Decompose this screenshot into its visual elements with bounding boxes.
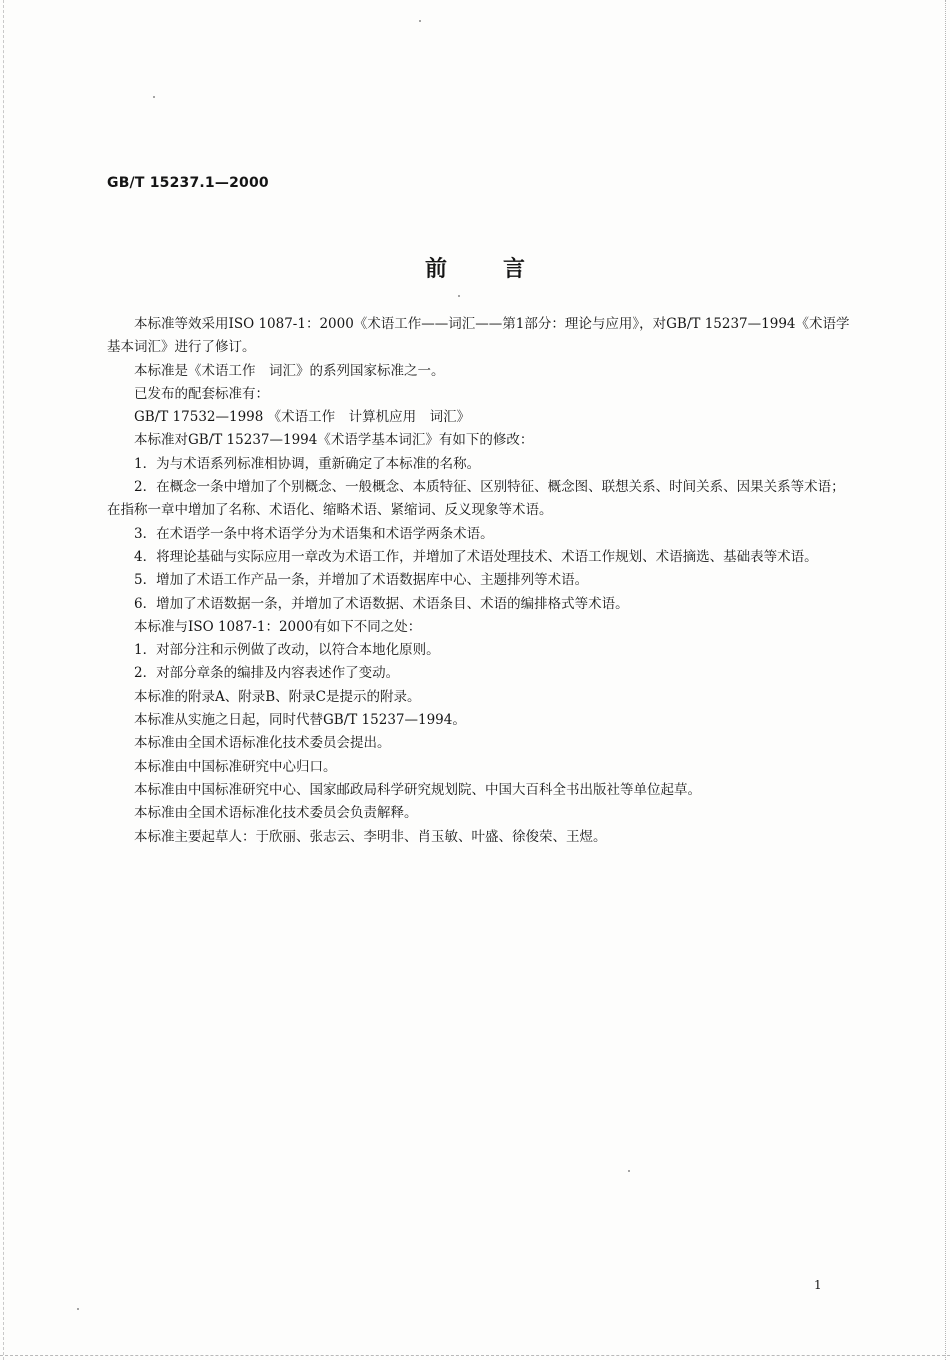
paragraph-5: 1．为与术语系列标准相协调，重新确定了本标准的名称。 [134,455,481,472]
paragraph-7: 3．在术语学一条中将术语学分为术语集和术语学两条术语。 [134,525,494,542]
paragraph-20: 本标准主要起草人：于欣丽、张志云、李明非、肖玉敏、叶盛、徐俊荣、王煜。 [134,828,607,845]
paragraph-6: 2．在概念一条中增加了个别概念、一般概念、本质特征、区别特征、概念图、联想关系、时间关系、因果关系等术语；在指称一章中增加了名称、术语化、缩略术语、紧缩词、反义现象等术语。 [107,479,845,519]
scan-edge-right [945,0,946,1360]
paragraph-17: 本标准由中国标准研究中心归口。 [134,758,337,775]
paragraph-2: 已发布的配套标准有： [134,385,269,402]
scan-speck [419,20,421,22]
scan-speck [153,96,155,98]
paragraph-1: 本标准是《术语工作 词汇》的系列国家标准之一。 [134,362,445,379]
scan-edge-bottom [0,1355,950,1356]
paragraph-11: 本标准与ISO 1087-1：2000有如下不同之处： [134,618,422,635]
paragraph-14: 本标准的附录A、附录B、附录C是提示的附录。 [134,688,421,705]
document-code: GB/T 15237.1—2000 [107,175,269,191]
paragraph-16: 本标准由全国术语标准化技术委员会提出。 [134,735,391,752]
scan-speck [77,1308,79,1310]
paragraph-13: 2．对部分章条的编排及内容表述作了变动。 [134,665,400,682]
paragraph-9: 5．增加了术语工作产品一条，并增加了术语数据库中心、主题排列等术语。 [134,572,589,589]
paragraph-0: 本标准等效采用ISO 1087-1：2000《术语工作——词汇——第1部分：理论与应用》，对GB/T 15237—1994《术语学基本词汇》进行了修订。 [107,316,850,356]
paragraph-10: 6．增加了术语数据一条，并增加了术语数据、术语条目、术语的编排格式等术语。 [134,595,629,612]
page-number: 1 [814,1278,822,1292]
paragraph-15: 本标准从实施之日起，同时代替GB/T 15237—1994。 [134,712,466,729]
scan-speck [628,1170,630,1172]
paragraph-18: 本标准由中国标准研究中心、国家邮政局科学研究规划院、中国大百科全书出版社等单位起草。 [134,781,701,798]
scan-speck [458,295,460,297]
page-title: 前言 [424,256,581,282]
foreword-body [107,313,850,849]
paragraph-8: 4．将理论基础与实际应用一章改为术语工作，并增加了术语处理技术、术语工作规划、术语摘选、基础表等术语。 [134,548,818,565]
scan-edge-left [3,0,4,1360]
paragraph-4: 本标准对GB/T 15237—1994《术语学基本词汇》有如下的修改： [134,432,534,449]
paragraph-3: GB/T 17532—1998 《术语工作 计算机应用 词汇》 [134,409,471,426]
paragraph-12: 1．对部分注和示例做了改动，以符合本地化原则。 [134,642,440,659]
paragraph-19: 本标准由全国术语标准化技术委员会负责解释。 [134,805,418,822]
